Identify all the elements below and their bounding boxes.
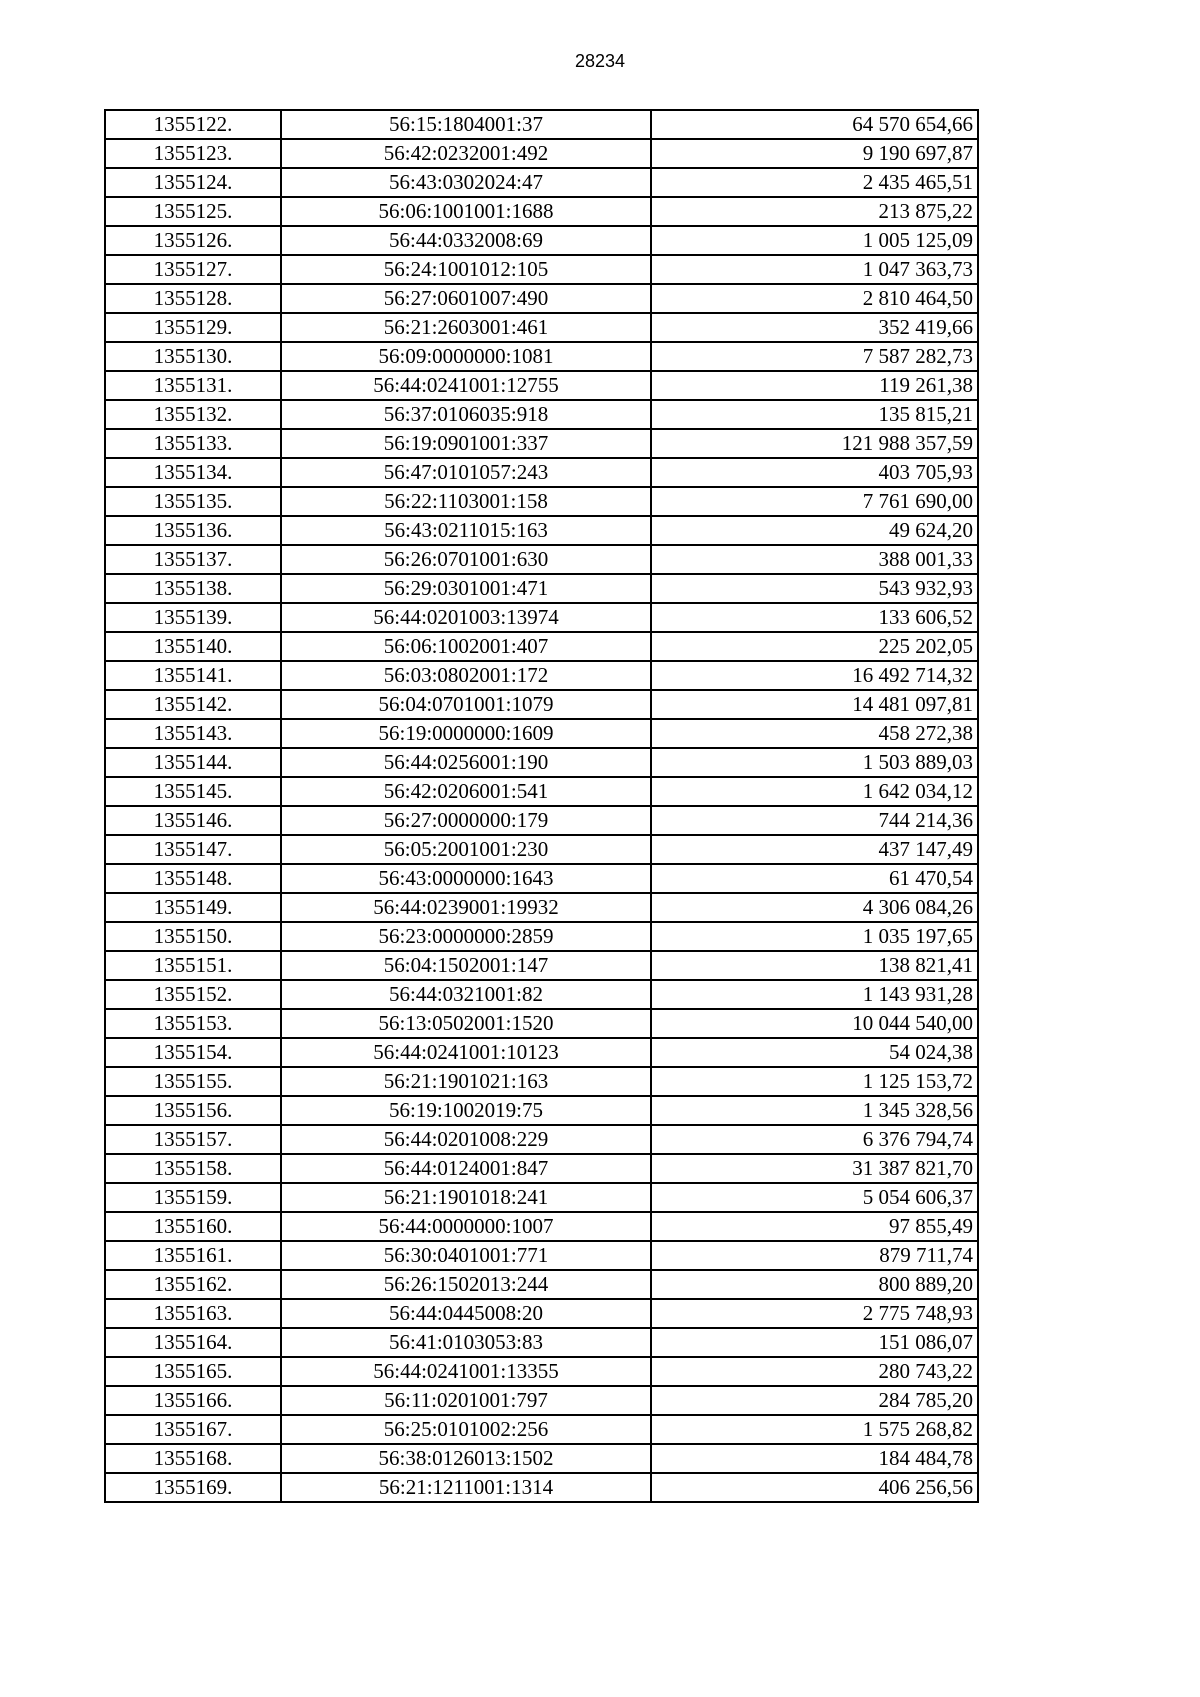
cadastral-value-cell: 138 821,41 — [651, 951, 978, 980]
row-number-cell: 1355152. — [105, 980, 281, 1009]
row-number-cell: 1355139. — [105, 603, 281, 632]
row-number-cell: 1355150. — [105, 922, 281, 951]
table-row — [105, 1241, 978, 1270]
table-row — [105, 1444, 978, 1473]
cadastral-value-cell: 7 761 690,00 — [651, 487, 978, 516]
table-row — [105, 371, 978, 400]
cadastral-value-cell: 213 875,22 — [651, 197, 978, 226]
table-row — [105, 545, 978, 574]
row-number-cell: 1355122. — [105, 110, 281, 139]
cadastral-value-cell: 800 889,20 — [651, 1270, 978, 1299]
cadastral-value-cell: 1 642 034,12 — [651, 777, 978, 806]
cadastral-number-cell: 56:19:0000000:1609 — [281, 719, 651, 748]
row-number-cell: 1355165. — [105, 1357, 281, 1386]
cadastral-number-cell: 56:25:0101002:256 — [281, 1415, 651, 1444]
cadastral-value-cell: 1 047 363,73 — [651, 255, 978, 284]
cadastral-value-cell: 4 306 084,26 — [651, 893, 978, 922]
cadastral-number-cell: 56:21:2603001:461 — [281, 313, 651, 342]
row-number-cell: 1355160. — [105, 1212, 281, 1241]
cadastral-number-cell: 56:19:0901001:337 — [281, 429, 651, 458]
cadastral-number-cell: 56:44:0241001:12755 — [281, 371, 651, 400]
cadastral-number-cell: 56:21:1901021:163 — [281, 1067, 651, 1096]
cadastral-value-cell: 121 988 357,59 — [651, 429, 978, 458]
table-row — [105, 603, 978, 632]
row-number-cell: 1355159. — [105, 1183, 281, 1212]
cadastral-value-cell: 225 202,05 — [651, 632, 978, 661]
cadastral-value-cell: 879 711,74 — [651, 1241, 978, 1270]
table-row — [105, 458, 978, 487]
cadastral-value-cell: 388 001,33 — [651, 545, 978, 574]
cadastral-value-cell: 7 587 282,73 — [651, 342, 978, 371]
row-number-cell: 1355143. — [105, 719, 281, 748]
row-number-cell: 1355136. — [105, 516, 281, 545]
row-number-cell: 1355132. — [105, 400, 281, 429]
row-number-cell: 1355145. — [105, 777, 281, 806]
table-row — [105, 951, 978, 980]
table-row — [105, 1038, 978, 1067]
cadastral-number-cell: 56:05:2001001:230 — [281, 835, 651, 864]
cadastral-number-cell: 56:41:0103053:83 — [281, 1328, 651, 1357]
table-row — [105, 342, 978, 371]
cadastral-value-cell: 1 125 153,72 — [651, 1067, 978, 1096]
table-row — [105, 661, 978, 690]
table-row — [105, 400, 978, 429]
table-row — [105, 1154, 978, 1183]
cadastral-number-cell: 56:44:0241001:13355 — [281, 1357, 651, 1386]
table-row — [105, 777, 978, 806]
cadastral-value-cell: 1 503 889,03 — [651, 748, 978, 777]
row-number-cell: 1355126. — [105, 226, 281, 255]
cadastral-number-cell: 56:42:0232001:492 — [281, 139, 651, 168]
table-row — [105, 1328, 978, 1357]
cadastral-number-cell: 56:44:0321001:82 — [281, 980, 651, 1009]
cadastral-number-cell: 56:11:0201001:797 — [281, 1386, 651, 1415]
table-row — [105, 168, 978, 197]
table-row — [105, 429, 978, 458]
row-number-cell: 1355163. — [105, 1299, 281, 1328]
row-number-cell: 1355128. — [105, 284, 281, 313]
table-row — [105, 226, 978, 255]
cadastral-number-cell: 56:04:1502001:147 — [281, 951, 651, 980]
row-number-cell: 1355158. — [105, 1154, 281, 1183]
cadastral-number-cell: 56:06:1001001:1688 — [281, 197, 651, 226]
table-row — [105, 980, 978, 1009]
cadastral-number-cell: 56:44:0256001:190 — [281, 748, 651, 777]
row-number-cell: 1355123. — [105, 139, 281, 168]
cadastral-number-cell: 56:38:0126013:1502 — [281, 1444, 651, 1473]
row-number-cell: 1355169. — [105, 1473, 281, 1502]
cadastral-number-cell: 56:43:0302024:47 — [281, 168, 651, 197]
cadastral-number-cell: 56:30:0401001:771 — [281, 1241, 651, 1270]
cadastral-number-cell: 56:44:0445008:20 — [281, 1299, 651, 1328]
table-row — [105, 922, 978, 951]
cadastral-value-cell: 31 387 821,70 — [651, 1154, 978, 1183]
table-row — [105, 1415, 978, 1444]
row-number-cell: 1355141. — [105, 661, 281, 690]
row-number-cell: 1355151. — [105, 951, 281, 980]
row-number-cell: 1355167. — [105, 1415, 281, 1444]
cadastral-number-cell: 56:27:0000000:179 — [281, 806, 651, 835]
cadastral-value-cell: 151 086,07 — [651, 1328, 978, 1357]
cadastral-number-cell: 56:22:1103001:158 — [281, 487, 651, 516]
cadastral-value-cell: 1 005 125,09 — [651, 226, 978, 255]
cadastral-value-cell: 1 035 197,65 — [651, 922, 978, 951]
table-row — [105, 893, 978, 922]
cadastral-value-cell: 280 743,22 — [651, 1357, 978, 1386]
cadastral-value-cell: 403 705,93 — [651, 458, 978, 487]
table-body — [105, 110, 978, 1502]
cadastral-value-cell: 1 345 328,56 — [651, 1096, 978, 1125]
row-number-cell: 1355157. — [105, 1125, 281, 1154]
table-row — [105, 1212, 978, 1241]
cadastral-value-cell: 352 419,66 — [651, 313, 978, 342]
table-row — [105, 864, 978, 893]
cadastral-number-cell: 56:13:0502001:1520 — [281, 1009, 651, 1038]
row-number-cell: 1355140. — [105, 632, 281, 661]
table-row — [105, 255, 978, 284]
row-number-cell: 1355166. — [105, 1386, 281, 1415]
cadastral-number-cell: 56:27:0601007:490 — [281, 284, 651, 313]
cadastral-value-cell: 2 435 465,51 — [651, 168, 978, 197]
table-row — [105, 1067, 978, 1096]
cadastral-value-cell: 9 190 697,87 — [651, 139, 978, 168]
page-number: 28234 — [574, 51, 626, 71]
cadastral-value-cell: 97 855,49 — [651, 1212, 978, 1241]
cadastral-value-cell: 744 214,36 — [651, 806, 978, 835]
cadastral-value-cell: 1 575 268,82 — [651, 1415, 978, 1444]
cadastral-value-cell: 458 272,38 — [651, 719, 978, 748]
table-row — [105, 1473, 978, 1502]
table-row — [105, 197, 978, 226]
row-number-cell: 1355164. — [105, 1328, 281, 1357]
cadastral-value-cell: 133 606,52 — [651, 603, 978, 632]
cadastral-value-cell: 49 624,20 — [651, 516, 978, 545]
row-number-cell: 1355124. — [105, 168, 281, 197]
cadastral-number-cell: 56:43:0000000:1643 — [281, 864, 651, 893]
cadastral-value-cell: 64 570 654,66 — [651, 110, 978, 139]
row-number-cell: 1355130. — [105, 342, 281, 371]
table-row — [105, 1183, 978, 1212]
row-number-cell: 1355148. — [105, 864, 281, 893]
cadastral-value-cell: 14 481 097,81 — [651, 690, 978, 719]
table-row — [105, 632, 978, 661]
cadastral-value-cell: 2 810 464,50 — [651, 284, 978, 313]
cadastral-number-cell: 56:44:0241001:10123 — [281, 1038, 651, 1067]
table-row — [105, 574, 978, 603]
cadastral-number-cell: 56:03:0802001:172 — [281, 661, 651, 690]
cadastral-number-cell: 56:06:1002001:407 — [281, 632, 651, 661]
table-row — [105, 835, 978, 864]
cadastral-number-cell: 56:43:0211015:163 — [281, 516, 651, 545]
cadastral-value-cell: 6 376 794,74 — [651, 1125, 978, 1154]
cadastral-value-cell: 1 143 931,28 — [651, 980, 978, 1009]
cadastral-value-cell: 2 775 748,93 — [651, 1299, 978, 1328]
row-number-cell: 1355162. — [105, 1270, 281, 1299]
cadastral-number-cell: 56:47:0101057:243 — [281, 458, 651, 487]
table-row — [105, 719, 978, 748]
row-number-cell: 1355131. — [105, 371, 281, 400]
cadastral-number-cell: 56:44:0000000:1007 — [281, 1212, 651, 1241]
cadastral-value-cell: 284 785,20 — [651, 1386, 978, 1415]
row-number-cell: 1355154. — [105, 1038, 281, 1067]
row-number-cell: 1355153. — [105, 1009, 281, 1038]
cadastral-number-cell: 56:44:0201008:229 — [281, 1125, 651, 1154]
cadastral-value-cell: 54 024,38 — [651, 1038, 978, 1067]
row-number-cell: 1355168. — [105, 1444, 281, 1473]
cadastral-number-cell: 56:23:0000000:2859 — [281, 922, 651, 951]
row-number-cell: 1355127. — [105, 255, 281, 284]
cadastral-number-cell: 56:44:0239001:19932 — [281, 893, 651, 922]
table-row — [105, 1096, 978, 1125]
cadastral-value-table — [104, 109, 979, 1503]
cadastral-number-cell: 56:44:0124001:847 — [281, 1154, 651, 1183]
table-row — [105, 1270, 978, 1299]
cadastral-value-cell: 184 484,78 — [651, 1444, 978, 1473]
cadastral-value-cell: 437 147,49 — [651, 835, 978, 864]
row-number-cell: 1355138. — [105, 574, 281, 603]
table-row — [105, 110, 978, 139]
table-row — [105, 748, 978, 777]
table-row — [105, 284, 978, 313]
row-number-cell: 1355149. — [105, 893, 281, 922]
table-row — [105, 1386, 978, 1415]
cadastral-number-cell: 56:19:1002019:75 — [281, 1096, 651, 1125]
cadastral-number-cell: 56:29:0301001:471 — [281, 574, 651, 603]
row-number-cell: 1355147. — [105, 835, 281, 864]
cadastral-value-cell: 61 470,54 — [651, 864, 978, 893]
row-number-cell: 1355133. — [105, 429, 281, 458]
row-number-cell: 1355142. — [105, 690, 281, 719]
cadastral-number-cell: 56:26:0701001:630 — [281, 545, 651, 574]
cadastral-number-cell: 56:44:0332008:69 — [281, 226, 651, 255]
table-row — [105, 690, 978, 719]
row-number-cell: 1355137. — [105, 545, 281, 574]
table-row — [105, 806, 978, 835]
cadastral-number-cell: 56:42:0206001:541 — [281, 777, 651, 806]
cadastral-value-cell: 135 815,21 — [651, 400, 978, 429]
table-row — [105, 487, 978, 516]
row-number-cell: 1355129. — [105, 313, 281, 342]
cadastral-value-cell: 119 261,38 — [651, 371, 978, 400]
cadastral-number-cell: 56:04:0701001:1079 — [281, 690, 651, 719]
table-row — [105, 516, 978, 545]
cadastral-value-cell: 406 256,56 — [651, 1473, 978, 1502]
cadastral-number-cell: 56:09:0000000:1081 — [281, 342, 651, 371]
table-row — [105, 1125, 978, 1154]
cadastral-number-cell: 56:37:0106035:918 — [281, 400, 651, 429]
row-number-cell: 1355144. — [105, 748, 281, 777]
cadastral-number-cell: 56:44:0201003:13974 — [281, 603, 651, 632]
table-row — [105, 1357, 978, 1386]
row-number-cell: 1355146. — [105, 806, 281, 835]
cadastral-number-cell: 56:26:1502013:244 — [281, 1270, 651, 1299]
row-number-cell: 1355156. — [105, 1096, 281, 1125]
cadastral-number-cell: 56:21:1901018:241 — [281, 1183, 651, 1212]
row-number-cell: 1355155. — [105, 1067, 281, 1096]
cadastral-number-cell: 56:21:1211001:1314 — [281, 1473, 651, 1502]
table-row — [105, 139, 978, 168]
row-number-cell: 1355134. — [105, 458, 281, 487]
table-row — [105, 1299, 978, 1328]
row-number-cell: 1355125. — [105, 197, 281, 226]
row-number-cell: 1355161. — [105, 1241, 281, 1270]
table-row — [105, 313, 978, 342]
cadastral-value-cell: 10 044 540,00 — [651, 1009, 978, 1038]
cadastral-number-cell: 56:15:1804001:37 — [281, 110, 651, 139]
cadastral-value-cell: 5 054 606,37 — [651, 1183, 978, 1212]
row-number-cell: 1355135. — [105, 487, 281, 516]
table-row — [105, 1009, 978, 1038]
cadastral-value-cell: 543 932,93 — [651, 574, 978, 603]
cadastral-number-cell: 56:24:1001012:105 — [281, 255, 651, 284]
cadastral-value-cell: 16 492 714,32 — [651, 661, 978, 690]
